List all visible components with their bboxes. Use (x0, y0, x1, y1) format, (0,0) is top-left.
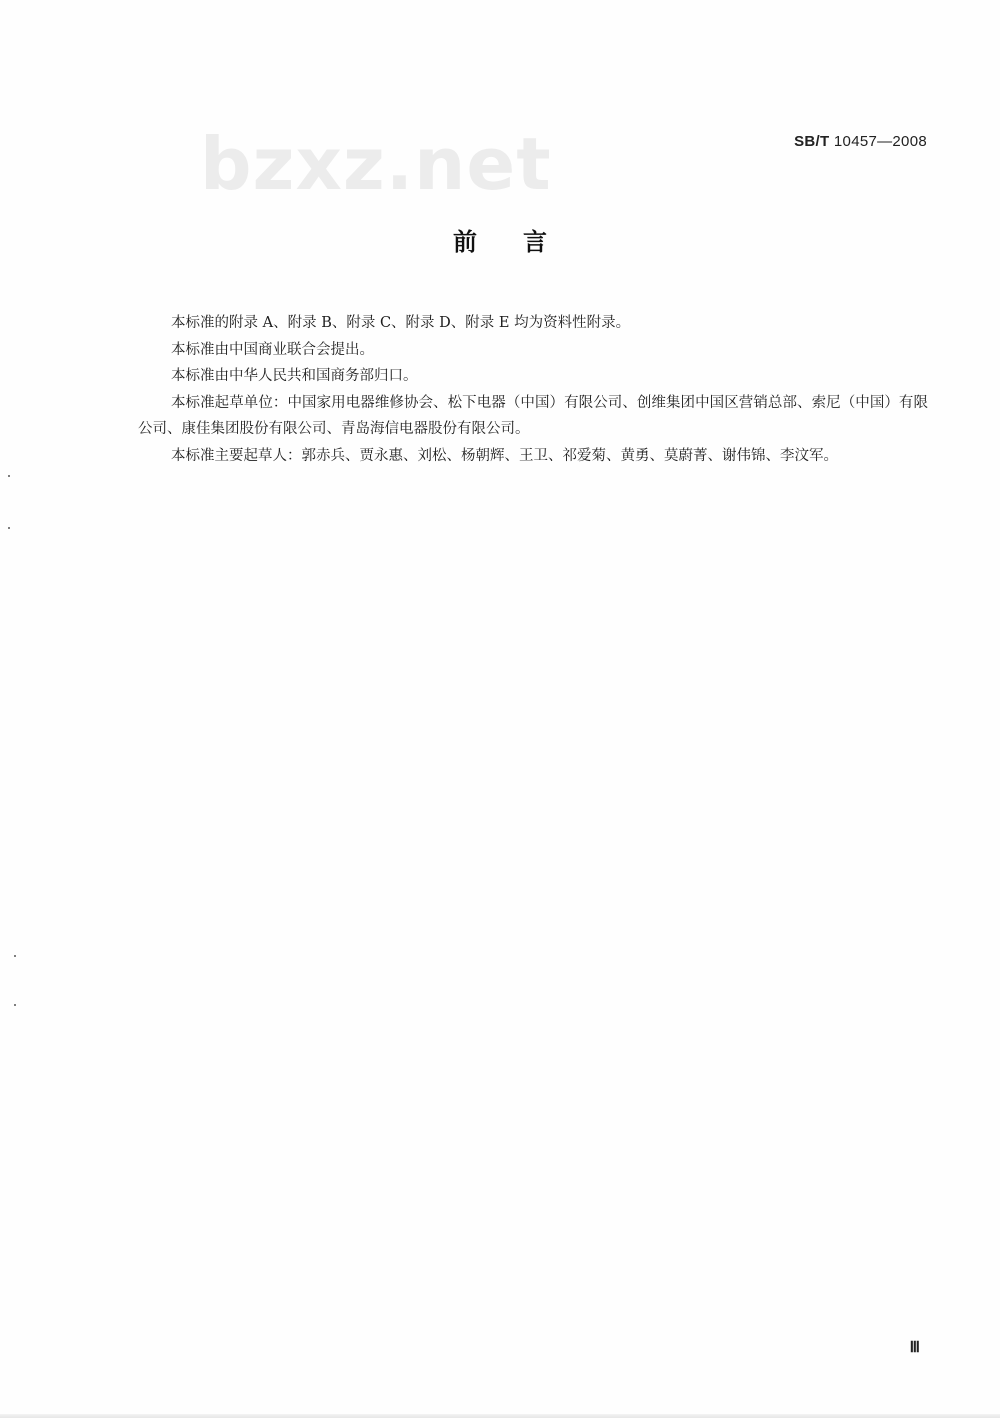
scan-speck (8, 527, 10, 529)
foreword-body (138, 310, 928, 469)
paragraph-administrator: 本标准由中华人民共和国商务部归口。 (171, 368, 418, 384)
standard-number: 10457—2008 (833, 133, 927, 150)
standard-code (794, 133, 927, 150)
scan-speck (14, 1004, 16, 1006)
standard-prefix: SB/T (794, 133, 830, 150)
paragraph-appendices: 本标准的附录 A、附录 B、附录 C、附录 D、附录 E 均为资料性附录。 (171, 315, 631, 331)
page-number: Ⅲ (909, 1340, 920, 1356)
page-title: 前言 (453, 228, 593, 256)
paragraph-proposer: 本标准由中国商业联合会提出。 (171, 341, 374, 358)
scan-speck (8, 475, 10, 477)
paragraph-drafters: 本标准主要起草人：郭赤兵、贾永惠、刘松、杨朝辉、王卫、祁爱菊、黄勇、莫蔚菁、谢伟锦、李汶军。 (171, 447, 838, 464)
scan-speck (14, 955, 16, 957)
page-bottom-edge (0, 1414, 1000, 1418)
watermark: bzxz.net (200, 122, 552, 206)
paragraph-drafting-units: 本标准起草单位：中国家用电器维修协会、松下电器（中国）有限公司、创维集团中国区营销总部、索尼（中国）有限公司、康佳集团股份有限公司、青岛海信电器股份有限公司。 (138, 394, 928, 437)
